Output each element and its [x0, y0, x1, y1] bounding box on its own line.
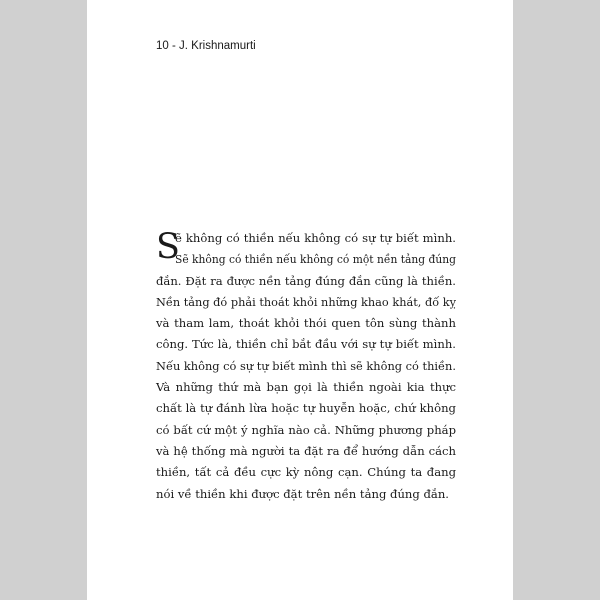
text-line: Nếu không có sự tự biết mình thì sẽ không có thiền. — [156, 358, 456, 373]
text-line: có bất cứ một ý nghĩa nào cả. Những phương pháp — [156, 422, 456, 437]
text-line: thiền, tất cả đều cực kỳ nông cạn. Chúng ta đang — [156, 465, 457, 480]
running-header: 10 - J. Krishnamurti — [156, 40, 256, 52]
text-line: Và những thứ mà bạn gọi là thiền ngoài kia thực — [156, 380, 457, 395]
text-line: Sẽ không có thiền nếu không có một nền tảng đúng — [175, 252, 456, 267]
book-page — [87, 0, 513, 600]
text-line: nói về thiền khi được đặt trên nền tảng đúng đắn. — [156, 486, 449, 501]
text-line: chất là tự đánh lừa hoặc tự huyễn hoặc, chứ không — [156, 401, 456, 416]
text-line: đắn. Đặt ra được nền tảng đúng đắn cũng là thiền. — [156, 273, 456, 288]
text-line: và tham lam, thoát khỏi thói quen tôn sùng thành — [156, 316, 456, 331]
text-line: ẽ không có thiền nếu không có sự tự biết mình. — [175, 231, 456, 245]
body-paragraph — [156, 228, 456, 505]
text-line: Nền tảng đó phải thoát khỏi những khao khát, đố kỵ — [156, 294, 456, 309]
text-line: công. Tức là, thiền chỉ bắt đầu với sự tự biết mình. — [156, 337, 456, 352]
drop-cap: S — [156, 227, 180, 267]
text-line: và hệ thống mà người ta đặt ra để hướng dẫn cách — [156, 443, 456, 458]
